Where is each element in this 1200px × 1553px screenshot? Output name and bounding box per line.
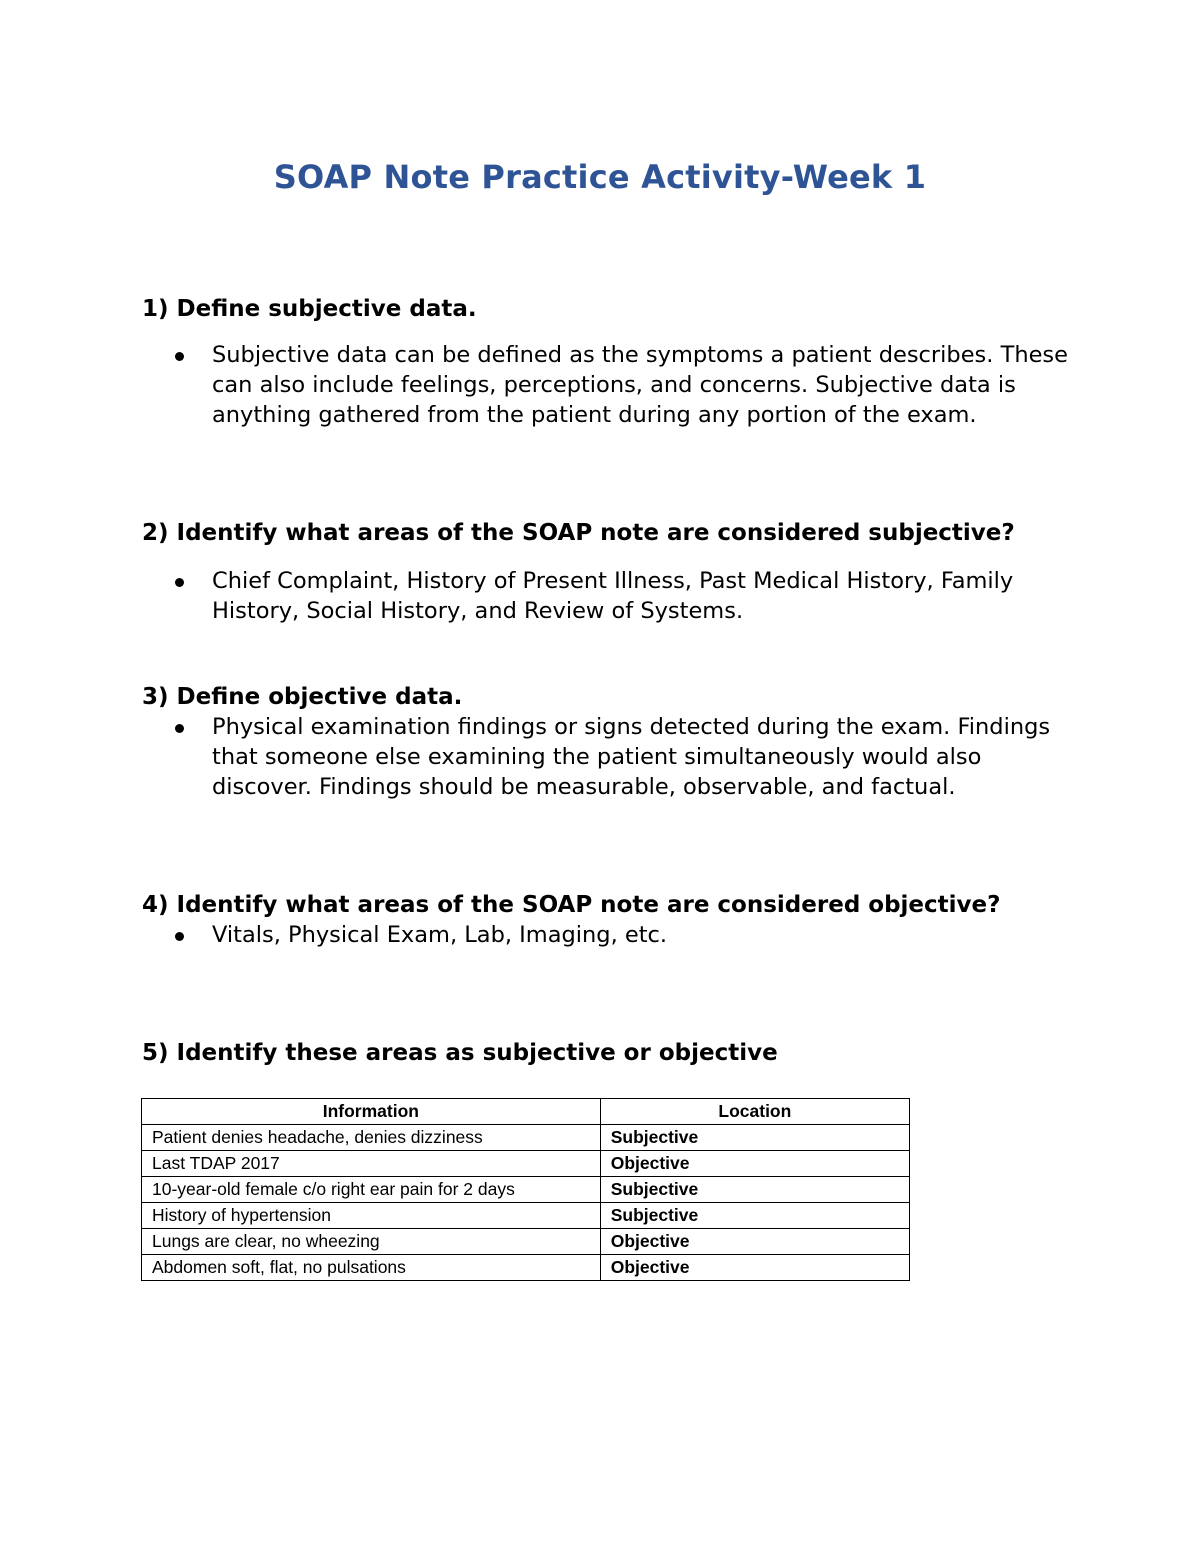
table-cell-location: Subjective xyxy=(600,1125,909,1151)
table-cell-information: Patient denies headache, denies dizziness xyxy=(142,1125,601,1151)
question-4-heading: 4) Identify what areas of the SOAP note are considered objective? xyxy=(142,892,1001,918)
question-2-heading: 2) Identify what areas of the SOAP note are considered subjective? xyxy=(142,520,1015,546)
question-1-answer xyxy=(170,340,1070,430)
table-cell-location: Objective xyxy=(600,1151,909,1177)
table-cell-location: Subjective xyxy=(600,1177,909,1203)
question-2-answer xyxy=(170,566,1070,626)
question-3-answer-text: Physical examination findings or signs detected during the exam. Findings that someone else examining the patient simultaneously would also discover. Findings should be measurable, observable, and factual. xyxy=(212,714,1051,800)
table-cell-information: Lungs are clear, no wheezing xyxy=(142,1229,601,1255)
bullet-icon xyxy=(175,724,184,733)
question-4-answer xyxy=(170,920,1070,950)
table-row xyxy=(142,1255,910,1281)
table-cell-information: History of hypertension xyxy=(142,1203,601,1229)
question-5-heading: 5) Identify these areas as subjective or objective xyxy=(142,1040,778,1066)
table-row xyxy=(142,1125,910,1151)
question-2-answer-text: Chief Complaint, History of Present Illness, Past Medical History, Family History, Social History, and Review of Systems. xyxy=(212,568,1014,624)
table-row xyxy=(142,1151,910,1177)
question-4-answer-list xyxy=(170,920,1070,950)
table-cell-location: Objective xyxy=(600,1255,909,1281)
table-header-information: Information xyxy=(142,1099,601,1125)
question-2-answer-list xyxy=(170,566,1070,626)
question-3-heading: 3) Define objective data. xyxy=(142,684,463,710)
table-cell-information: 10-year-old female c/o right ear pain for 2 days xyxy=(142,1177,601,1203)
question-1-heading: 1) Define subjective data. xyxy=(142,296,477,322)
table-header-row xyxy=(142,1099,910,1125)
table-row xyxy=(142,1229,910,1255)
bullet-icon xyxy=(175,578,184,587)
page-title: SOAP Note Practice Activity-Week 1 xyxy=(273,158,927,196)
question-1-answer-list xyxy=(170,340,1070,430)
bullet-icon xyxy=(175,932,184,941)
table-row xyxy=(142,1203,910,1229)
classification-table xyxy=(141,1098,910,1281)
table-cell-information: Last TDAP 2017 xyxy=(142,1151,601,1177)
bullet-icon xyxy=(175,352,184,361)
question-3-answer xyxy=(170,712,1070,802)
question-1-answer-text: Subjective data can be defined as the symptoms a patient describes. These can also include feelings, perceptions, and concerns. Subjective data is anything gathered from the patient during any portion of the exam. xyxy=(212,342,1068,428)
table-cell-information: Abdomen soft, flat, no pulsations xyxy=(142,1255,601,1281)
question-3-answer-list xyxy=(170,712,1070,802)
table-cell-location: Objective xyxy=(600,1229,909,1255)
table-cell-location: Subjective xyxy=(600,1203,909,1229)
question-4-answer-text: Vitals, Physical Exam, Lab, Imaging, etc. xyxy=(212,922,668,948)
table-row xyxy=(142,1177,910,1203)
table-header-location: Location xyxy=(600,1099,909,1125)
